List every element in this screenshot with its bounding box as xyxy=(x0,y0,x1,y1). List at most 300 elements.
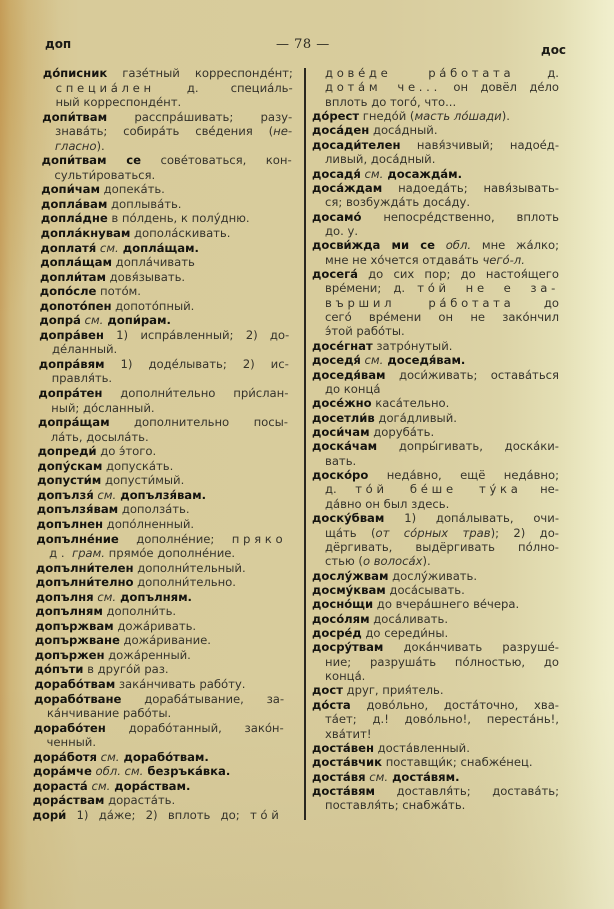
entry-line xyxy=(41,226,291,241)
headword: допра́щам xyxy=(37,415,110,430)
definition-text: допола́скивать. xyxy=(130,226,231,241)
dictionary-entry xyxy=(312,626,559,640)
headword: допреди́ xyxy=(37,444,97,459)
headword: допи́твам се xyxy=(41,153,142,168)
entry-line xyxy=(312,597,559,611)
dictionary-entry xyxy=(312,181,559,210)
entry-line xyxy=(312,683,559,697)
entry-line xyxy=(312,95,559,109)
definition-text: допуска́ть. xyxy=(102,458,174,473)
entry-line xyxy=(312,770,559,784)
headword: досе́гнат xyxy=(312,338,373,353)
entry-line xyxy=(37,488,287,503)
dictionary-entry xyxy=(38,415,288,444)
entry-line xyxy=(41,211,291,226)
dictionary-entry xyxy=(40,270,290,285)
definition-text: поставля́ть; снабжа́ть. xyxy=(325,798,466,813)
entry-line xyxy=(36,517,286,532)
column-divider xyxy=(304,68,306,820)
dictionary-entry xyxy=(312,640,559,683)
dictionary-entry xyxy=(312,569,559,583)
headword: доско́ро xyxy=(312,468,369,483)
definition-text: не- xyxy=(521,482,559,497)
entry-line xyxy=(312,66,559,80)
definition-text: дораба́тывание, за- xyxy=(121,691,285,706)
definition-text: допры́гивать, доска́ки- xyxy=(377,439,559,454)
definition-text: поставщи́к; снабже́нец. xyxy=(382,755,533,770)
grammar-label: см. xyxy=(96,749,120,764)
dictionary-entry xyxy=(35,633,285,648)
entry-line xyxy=(39,371,289,386)
definition-text: зака́нчивать рабо́ту. xyxy=(115,676,246,691)
definition-text: до середи́ны. xyxy=(361,626,449,641)
headword: досру́твам xyxy=(312,640,384,655)
definition-text: 1) да́же; 2) вплоть до; xyxy=(66,807,251,822)
entry-line xyxy=(312,497,559,511)
entry-line xyxy=(312,626,559,640)
entry-line xyxy=(312,224,559,238)
headword: допълне́ние xyxy=(36,531,119,546)
entry-line xyxy=(312,324,559,338)
headword: безръка́вка. xyxy=(143,764,231,779)
entry-line xyxy=(42,139,292,154)
definition-text: он довёл де́ло xyxy=(440,80,559,95)
dictionary-entry xyxy=(39,313,289,328)
headword: доска́чам xyxy=(312,439,378,454)
headword: допълзя́вам xyxy=(36,502,119,517)
headword: допли́там xyxy=(39,269,107,284)
entry-line xyxy=(41,168,291,183)
dictionary-entry xyxy=(312,353,559,367)
definition-text: ). xyxy=(501,109,510,124)
entry-line xyxy=(35,604,285,619)
headword: дора́ствам xyxy=(32,793,105,808)
definition-text: та́ет; д.! дово́льно!, переста́нь!, xyxy=(325,712,559,727)
entry-line xyxy=(34,706,284,721)
headword: доста́вям. xyxy=(388,769,460,784)
dictionary-entry xyxy=(312,612,559,626)
headword: дост xyxy=(312,683,343,698)
entry-line xyxy=(38,401,288,416)
entry-line xyxy=(312,727,559,741)
spaced-example: то́й бе́ше ту́ка xyxy=(355,482,522,497)
entry-line xyxy=(312,511,559,525)
headword: допра́вям xyxy=(38,356,105,371)
headword: доску́бвам xyxy=(312,511,385,526)
grammar-label: см. xyxy=(80,313,104,328)
entry-line xyxy=(312,784,559,798)
dictionary-entry xyxy=(35,648,285,663)
definition-text: правля́ть. xyxy=(51,371,113,386)
grammar-label: см. xyxy=(87,778,111,793)
definition-text: допека́ть. xyxy=(99,182,165,197)
definition-text: сульти́роваться. xyxy=(54,167,156,182)
definition-text: ). xyxy=(422,554,431,569)
entry-line xyxy=(42,110,292,125)
entry-line xyxy=(312,569,559,583)
definition-text: допо́лненный. xyxy=(102,516,195,531)
definition-text: допото́пный. xyxy=(111,298,195,313)
definition-text: да́вно он был здесь. xyxy=(325,496,450,511)
definition-text: ние; разруша́ть по́лностью, до xyxy=(325,654,559,669)
dictionary-entry xyxy=(37,488,287,503)
entry-line xyxy=(312,181,559,195)
dictionary-entry xyxy=(41,182,291,197)
dictionary-entry xyxy=(312,396,559,410)
dictionary-entry xyxy=(37,502,287,517)
headword: допла́щам xyxy=(40,255,113,270)
entry-line xyxy=(33,735,283,750)
dictionary-entry xyxy=(312,698,559,741)
headword: дорабо́тен xyxy=(33,720,106,735)
entry-line xyxy=(37,459,287,474)
dictionary-entry xyxy=(33,793,283,808)
headword: доста́вчик xyxy=(312,755,383,770)
entry-line xyxy=(40,270,290,285)
entry-line xyxy=(312,310,559,324)
definition-text: 1) доде́лывать; 2) ис- xyxy=(104,356,289,371)
entry-line xyxy=(39,342,289,357)
definition-text: дополни́тельный. xyxy=(133,560,246,575)
dictionary-entry xyxy=(312,109,559,123)
headword: досре́д xyxy=(312,626,362,641)
entry-line xyxy=(34,662,284,677)
entry-line xyxy=(312,253,559,267)
grammar-label: от со́рных трав xyxy=(375,525,491,540)
definition-text: непосре́дственно, вплоть xyxy=(361,209,559,224)
headword: досе́жно xyxy=(312,396,372,411)
entry-line xyxy=(312,109,559,123)
headword: дорабо́твам xyxy=(34,676,116,691)
entry-line xyxy=(42,95,292,110)
definition-text: хва́тит! xyxy=(325,726,372,741)
entry-line xyxy=(312,152,559,166)
definition-text: пото́м. xyxy=(96,284,142,299)
entry-line xyxy=(312,138,559,152)
headword: допи́рам. xyxy=(103,313,172,328)
definition-text: дёргивать, выдёргивать по́лно- xyxy=(325,539,559,554)
definition-text: дополни́ть. xyxy=(102,604,177,619)
entry-line xyxy=(38,415,288,430)
definition-text: газе́тный корреспонде́нт; xyxy=(107,66,294,80)
entry-line xyxy=(36,561,286,576)
entry-line xyxy=(312,267,559,281)
dictionary-entry xyxy=(312,167,559,181)
headword: допълнен xyxy=(36,516,104,531)
entry-line xyxy=(312,741,559,755)
definition-text: до э́того. xyxy=(96,444,157,459)
definition-text: в по́лдень, к полу́дню. xyxy=(107,211,250,226)
dictionary-entry xyxy=(39,328,289,357)
entry-line xyxy=(34,692,284,707)
dictionary-entry xyxy=(312,425,559,439)
headword: допра́ xyxy=(39,313,82,328)
definition-text: д. xyxy=(514,66,559,80)
entry-line xyxy=(43,66,293,81)
definition-text: вре́мени; д. xyxy=(325,281,418,296)
definition-text: затро́нутый. xyxy=(372,338,453,353)
headword: допра́вен xyxy=(39,327,105,342)
dictionary-entry xyxy=(312,683,559,697)
entry-line xyxy=(35,633,285,648)
entry-line xyxy=(39,313,289,328)
definition-text: до xyxy=(514,295,559,310)
headword: допържване xyxy=(34,633,120,648)
definition-text: ла́ть, досыла́ть. xyxy=(50,429,149,444)
definition-text: дополни́тельно при́слан- xyxy=(102,386,289,401)
entry-line xyxy=(42,124,292,139)
dictionary-entry xyxy=(32,808,282,823)
headword: допълням xyxy=(35,604,103,619)
dictionary-entry xyxy=(33,750,283,765)
column-right xyxy=(312,66,559,813)
definition-text: сове́товаться, кон- xyxy=(140,153,292,168)
entry-line xyxy=(312,210,559,224)
definition-text: дожа́ривать. xyxy=(113,618,197,633)
definition-text: дожа́ренный. xyxy=(104,647,192,662)
headword: до́пъти xyxy=(34,662,84,677)
headword: допо́сле xyxy=(39,284,97,299)
entry-line xyxy=(39,357,289,372)
dictionary-entry xyxy=(40,299,290,314)
dictionary-entry xyxy=(312,123,559,137)
dictionary-entry xyxy=(312,238,559,267)
dictionary-entry xyxy=(41,153,291,182)
dictionary-entry xyxy=(33,721,283,750)
entry-line xyxy=(312,540,559,554)
dictionary-entry xyxy=(36,575,286,590)
definition-text: дополза́ть. xyxy=(118,502,190,517)
dictionary-entry xyxy=(312,741,559,755)
definition-text: до сих пор; до настоя́щего xyxy=(357,267,559,282)
headword: допусти́м xyxy=(37,473,102,488)
dictionary-entry xyxy=(312,411,559,425)
entry-line xyxy=(312,554,559,568)
entry-line xyxy=(33,764,283,779)
entry-line xyxy=(35,590,285,605)
entry-line xyxy=(312,640,559,654)
entry-line xyxy=(312,382,559,396)
entry-line xyxy=(312,612,559,626)
dictionary-entry xyxy=(40,284,290,299)
entry-line xyxy=(40,241,290,256)
definition-text: дово́льно, доста́точно, хва- xyxy=(350,697,559,712)
definition-text: допла́чивать xyxy=(111,255,195,270)
entry-line xyxy=(312,396,559,410)
definition-text: вать. xyxy=(325,453,357,468)
headword: дора́ботя xyxy=(33,749,98,764)
entry-line xyxy=(312,712,559,726)
entry-line xyxy=(312,698,559,712)
dictionary-entry xyxy=(35,619,285,634)
definition-text: дополнительно посы- xyxy=(109,415,289,430)
entry-line xyxy=(312,583,559,597)
dictionary-entry xyxy=(312,210,559,239)
entry-line xyxy=(312,669,559,683)
dictionary-entry xyxy=(34,662,284,677)
headword: доста́вен xyxy=(312,740,374,755)
entry-line xyxy=(37,502,287,517)
grammar-label: чего́-л. xyxy=(482,252,525,267)
definition-text: довя́зывать. xyxy=(105,269,186,284)
definition-text: доста́вленный. xyxy=(373,740,470,755)
entry-line xyxy=(33,779,283,794)
entry-line xyxy=(312,80,559,94)
grammar-label: не- xyxy=(273,124,293,139)
dictionary-entry xyxy=(312,267,559,339)
entry-line xyxy=(33,793,283,808)
entry-line xyxy=(312,468,559,482)
entry-line xyxy=(33,750,283,765)
spaced-example: дота́м че... xyxy=(325,80,441,95)
headword: до́писник xyxy=(42,66,108,80)
definition-text: друг, прия́тель. xyxy=(342,683,444,698)
definition-text: навя́зчивый; надое́д- xyxy=(400,137,559,152)
definition-text: ный корреспонде́нт. xyxy=(55,95,182,110)
entry-line xyxy=(312,353,559,367)
headword: допра́тен xyxy=(38,386,103,401)
definition-text: допусти́мый. xyxy=(101,473,185,488)
grammar-label: масть ло́шади xyxy=(414,109,502,124)
entry-line xyxy=(312,482,559,496)
headword: допла́кнувам xyxy=(40,226,131,241)
definition-text: доса́ливать. xyxy=(369,611,449,626)
dictionary-entry xyxy=(312,66,559,109)
entry-line xyxy=(312,798,559,812)
entry-line xyxy=(35,619,285,634)
dictionary-entry xyxy=(312,583,559,597)
dictionary-entry xyxy=(312,368,559,397)
entry-line xyxy=(312,339,559,353)
definition-text: д. специа́ль- xyxy=(154,80,293,95)
headword: допълни́телен xyxy=(35,560,134,575)
entry-line xyxy=(36,575,286,590)
spaced-example: то́й не е за- xyxy=(417,281,559,296)
definition-text: стью ( xyxy=(325,554,363,569)
column-left xyxy=(32,66,293,822)
dictionary-entry xyxy=(312,784,559,813)
definition-text: дока́нчивать разруше́- xyxy=(383,640,559,655)
headword: доседя́ xyxy=(312,353,361,368)
headword: доседя́вам xyxy=(312,367,386,382)
spaced-example: вършил ра́ботата xyxy=(325,295,515,310)
grammar-label: см. xyxy=(93,589,117,604)
headword: доса́ждам xyxy=(312,180,383,195)
headword: до́ста xyxy=(312,697,351,712)
definition-text: доса́дный. xyxy=(369,123,438,138)
definition-text: доставля́ть; достава́ть; xyxy=(375,783,559,798)
dictionary-entry xyxy=(42,110,293,154)
headword: досадя́ xyxy=(312,166,361,181)
definition-text: в друго́й раз. xyxy=(83,662,169,677)
definition-text: де́ланный. xyxy=(51,342,118,357)
dictionary-entry xyxy=(34,692,284,721)
definition-text: ща́ть ( xyxy=(325,525,376,540)
headword: допълзя́вам. xyxy=(116,487,207,502)
headword: допълня xyxy=(35,589,94,604)
dictionary-entry xyxy=(312,511,559,568)
entry-line xyxy=(312,195,559,209)
grammar-label: см. xyxy=(360,166,384,181)
definition-text: мне не хо́чется отдава́ть xyxy=(325,252,483,267)
entry-line xyxy=(312,123,559,137)
headword: допото́пен xyxy=(39,298,112,313)
grammar-label: обл. xyxy=(445,238,472,253)
definition-text: дополни́тельно. xyxy=(133,575,237,590)
grammar-label: грам. xyxy=(71,546,106,561)
entry-line xyxy=(42,153,292,168)
entry-line xyxy=(37,473,287,488)
grammar-label: о волоса́х xyxy=(362,554,423,569)
headword: допла́дне xyxy=(40,211,108,226)
definition-text: ся; возбужда́ть доса́ду. xyxy=(325,195,471,210)
dictionary-entry xyxy=(312,339,559,353)
definition-text: надоеда́ть; навя́зывать- xyxy=(382,180,559,195)
spaced-example: специа́лен xyxy=(55,80,155,95)
spaced-example: пряко xyxy=(231,531,287,546)
dictionary-entry xyxy=(312,597,559,611)
running-head-right: дос xyxy=(541,43,567,57)
definition-text: дорабо́танный, зако́н- xyxy=(105,720,284,735)
running-head-left: доп xyxy=(45,37,72,51)
headword: доста́вя xyxy=(312,769,366,784)
headword: досади́телен xyxy=(312,137,401,152)
definition-text: расспра́шивать; разу- xyxy=(107,109,293,124)
headword: дори́ xyxy=(32,807,67,822)
dictionary-entry xyxy=(36,517,286,532)
entry-line xyxy=(312,755,559,769)
entry-line xyxy=(312,296,559,310)
definition-text: доси́живать; остава́ться xyxy=(385,367,559,382)
definition-text: знава́ть; собира́ть све́дения ( xyxy=(54,124,274,139)
headword: допи́чам xyxy=(41,182,101,197)
definition-text: дожа́ривание. xyxy=(119,633,212,648)
dictionary-entry xyxy=(312,770,559,784)
headword: допържен xyxy=(34,647,105,662)
dictionary-entry xyxy=(312,468,559,511)
entry-line xyxy=(312,411,559,425)
headword: допържвам xyxy=(35,618,114,633)
headword: досетли́в xyxy=(312,410,375,425)
definition-text: до. у. xyxy=(325,223,359,238)
grammar-label: см. xyxy=(365,769,389,784)
dictionary-entry xyxy=(38,444,288,459)
dictionary-entry xyxy=(33,764,283,779)
entry-line xyxy=(38,430,288,445)
dictionary-entry xyxy=(37,459,287,474)
entry-line xyxy=(312,454,559,468)
definition-text: ка́нчивание рабо́ты. xyxy=(46,706,172,721)
headword: допу́скам xyxy=(37,458,103,473)
headword: допълни́телно xyxy=(35,575,134,590)
entry-line xyxy=(312,368,559,382)
headword: допла́щам. xyxy=(118,240,200,255)
definition-text: ); 2) до- xyxy=(490,525,559,540)
definition-text: дога́дливый. xyxy=(374,410,457,425)
entry-line xyxy=(312,655,559,669)
definition-text: неда́вно, ещё неда́вно; xyxy=(368,468,559,483)
definition-text: дораста́ть. xyxy=(104,793,176,808)
headword: доплатя́ xyxy=(40,240,97,255)
headword: досно́щи xyxy=(312,597,374,612)
definition-text: гнедо́й ( xyxy=(359,109,415,124)
headword: до́рест xyxy=(312,109,360,124)
entry-line xyxy=(40,284,290,299)
headword: досажда́м. xyxy=(383,166,463,181)
headword: доси́чам xyxy=(312,424,370,439)
definition-text: прямо́е дополне́ние. xyxy=(104,546,236,561)
headword: доста́вям xyxy=(312,783,376,798)
